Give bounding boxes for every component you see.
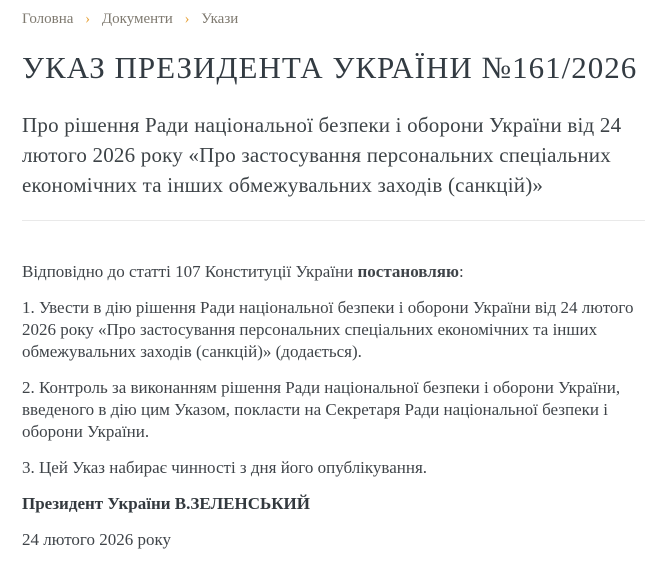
decree-subtitle: Про рішення Ради національної безпеки і оборони України від 24 лютого 2026 року «Про застосування персональних спеціальних економічних та інших обмежувальних заходів (санкцій)» <box>22 113 622 197</box>
decree-date: 24 лютого 2026 року <box>22 530 171 549</box>
decree-paragraph-2: 2. Контроль за виконанням рішення Ради національної безпеки і оборони України, введеного в дію цим Указом, покласти на Секретаря Ради національної безпеки і оборони України. <box>22 378 621 441</box>
breadcrumb-link-documents[interactable]: Документи <box>101 11 173 27</box>
signature-line: Президент України В.ЗЕЛЕНСЬКИЙ <box>22 494 310 513</box>
divider <box>22 220 645 221</box>
decree-paragraph-1: 1. Увести в дію рішення Ради національної безпеки і оборони України від 24 лютого 2026 року «Про застосування персональних спеціальних економічних та інших обмежувальних заходів (санкцій)» (додається). <box>22 298 634 361</box>
intro-paragraph <box>22 261 645 283</box>
breadcrumb-link-home[interactable]: Головна <box>22 11 74 27</box>
intro-colon: : <box>458 262 464 281</box>
decree-paragraph-3: 3. Цей Указ набирає чинності з дня його опублікування. <box>22 458 428 477</box>
intro-text: Відповідно до статті 107 Конституції України <box>22 262 358 281</box>
decree-body <box>22 261 645 551</box>
page-title: УКАЗ ПРЕЗИДЕНТА УКРАЇНИ №161/2026 <box>22 50 638 85</box>
breadcrumb-link-decrees[interactable]: Укази <box>201 11 239 27</box>
breadcrumb <box>22 10 645 28</box>
chevron-right-icon: › <box>184 11 190 27</box>
intro-bold-word: постановляю <box>357 262 459 281</box>
chevron-right-icon: › <box>85 11 91 27</box>
